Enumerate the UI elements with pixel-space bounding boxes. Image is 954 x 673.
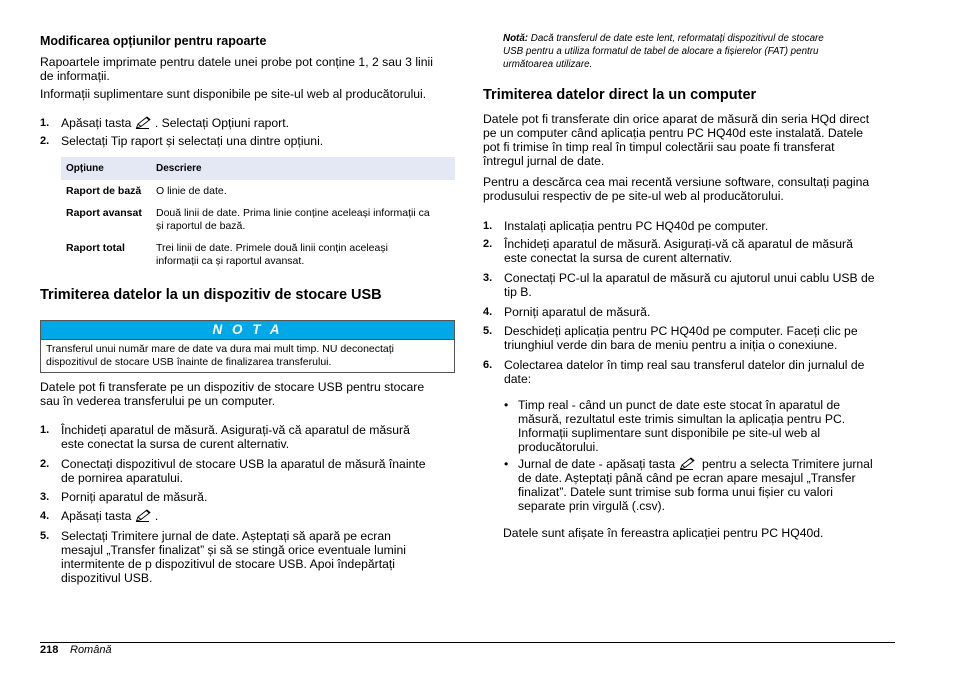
usb-format-note: Notă: Dacă transferul de date este lent, reformatați dispozitivul de stocare USB pentru a utiliza formatul de tabel de alocare a fișierelor (FAT) pentru următoarea utilizare. xyxy=(503,33,824,70)
pencil-key-icon xyxy=(135,509,155,523)
table-row: Raport total Trei linii de date. Primele două linii conțin aceleași informații ca și raportul avansat. xyxy=(66,242,388,267)
note-box xyxy=(40,320,455,373)
table-row: Raport de bază O linie de date. xyxy=(66,185,227,197)
page-number: 218 xyxy=(40,644,59,656)
section-heading-computer: Trimiterea datelor direct la un computer xyxy=(483,87,757,103)
paragraph-computer-intro: Datele pot fi transferate din orice aparat de măsură din seria HQd direct pe un computer când aplicația pentru PC HQ40d este instalată. Datele pot fi trimise în timp real în timpul colectării sau poate fi transferat întregul jurnal de date. xyxy=(483,112,870,168)
note-text: Transferul unui număr mare de date va dura mai mult timp. NU deconectați dispozitivul de stocare USB înainte de finalizarea transferului. xyxy=(46,343,395,368)
pencil-key-icon xyxy=(135,116,155,130)
table-header-row xyxy=(61,157,455,180)
paragraph-usb-intro: Datele pot fi transferate pe un dispozitiv de stocare USB pentru stocare sau în vederea transferului pe un computer. xyxy=(40,380,425,408)
section-heading-usb: Trimiterea datelor la un dispozitiv de stocare USB xyxy=(40,287,382,303)
footer-language: Română xyxy=(70,644,112,656)
paragraph-closing: Datele sunt afișate în fereastra aplicației pentru PC HQ40d. xyxy=(503,526,824,540)
bullet-icon: • xyxy=(504,457,509,471)
section-heading-report-options: Modificarea opțiunilor pentru rapoarte xyxy=(40,34,267,48)
footer-divider xyxy=(40,642,895,643)
report-options-table xyxy=(61,157,455,268)
paragraph-software-download: Pentru a descărca cea mai recentă versiune software, consultați pagina produsului respectiv de pe site-ul web al producătorului. xyxy=(483,175,870,203)
bullet-icon: • xyxy=(504,398,509,412)
paragraph-more-info: Informații suplimentare sunt disponibile pe site-ul web al producătorului. xyxy=(40,87,427,101)
table-header-option: Opțiune xyxy=(61,157,151,180)
table-row: Raport avansat Două linii de date. Prima linie conține aceleași informații ca și raportul de bază. xyxy=(66,207,430,232)
paragraph-report-lines: Rapoartele imprimate pentru datele unei probe pot conține 1, 2 sau 3 linii de informații. xyxy=(40,55,433,83)
table-header-description: Descriere xyxy=(151,157,455,180)
pencil-key-icon xyxy=(679,457,699,471)
note-title: N O T A xyxy=(41,321,454,340)
